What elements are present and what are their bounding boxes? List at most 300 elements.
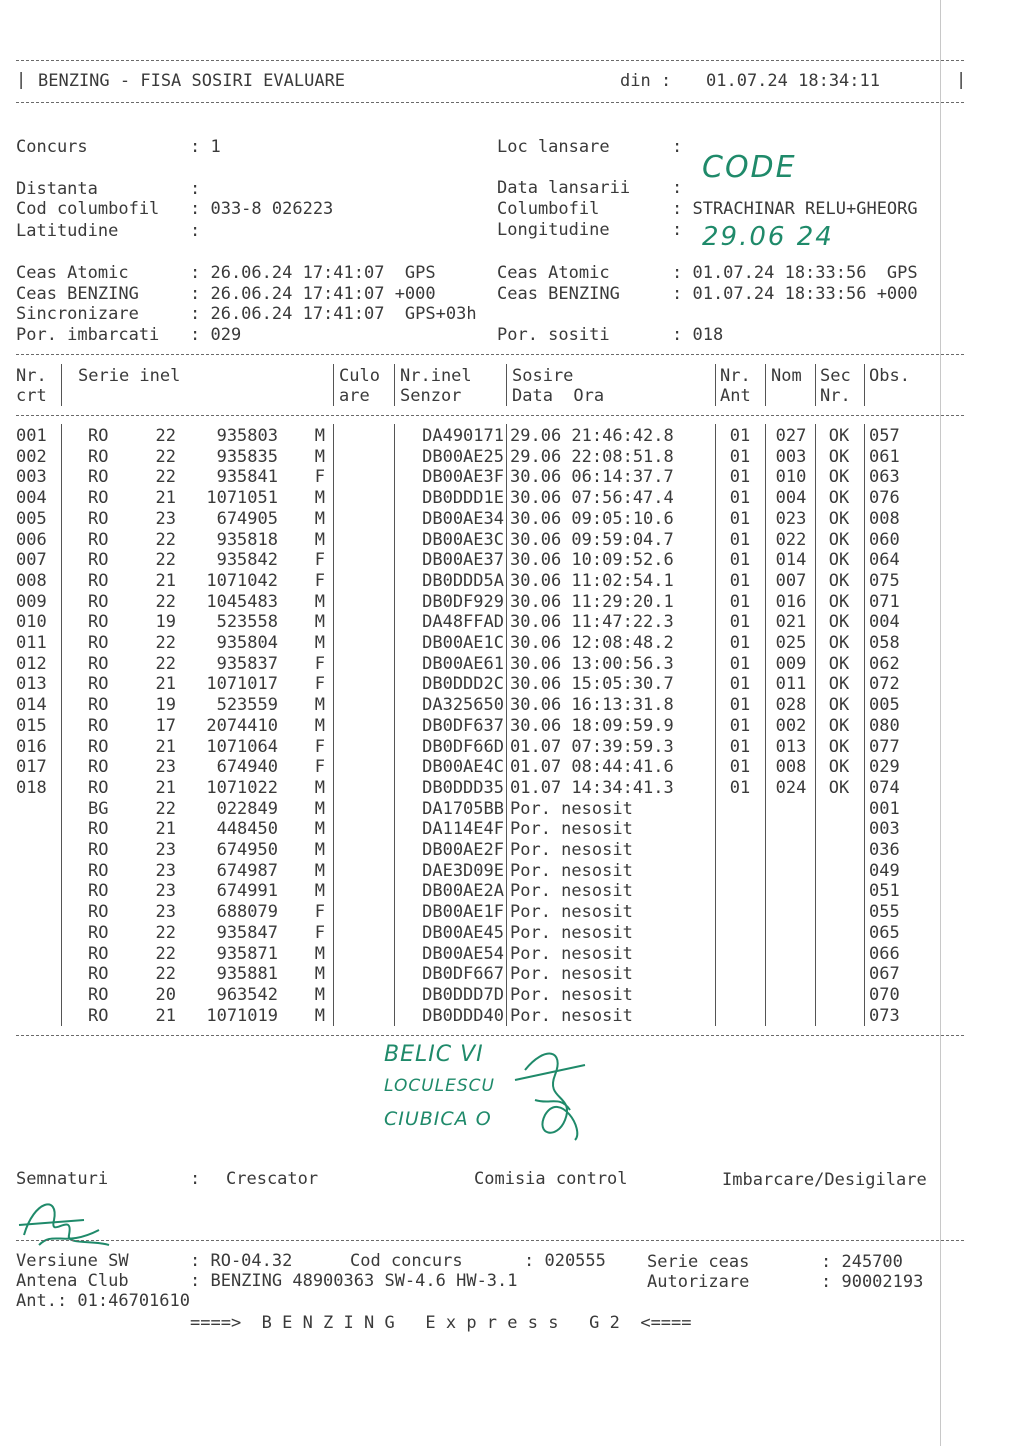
ring-year: 21 — [155, 570, 176, 591]
ring-year: 22 — [155, 529, 176, 550]
nom-number: 022 — [775, 529, 807, 550]
column-separator — [394, 424, 395, 1026]
latitudine-label: Latitudine — [16, 221, 119, 241]
divider — [16, 1035, 964, 1036]
col-header-obs: Obs. — [869, 366, 910, 386]
handwritten-loc: CODE — [702, 150, 797, 185]
handwritten-name: LOCULESCU — [384, 1076, 495, 1096]
arrival-time: 30.06 13:00:56.3 — [510, 653, 674, 674]
security-status: OK — [828, 653, 850, 674]
loc-lansare-value: : — [672, 137, 683, 157]
observation: 074 — [869, 777, 900, 798]
observation: 055 — [869, 902, 900, 923]
ring-number: 448450 — [216, 819, 278, 840]
brand-line: ====> B E N Z I N G E x p r e s s G 2 <==== — [190, 1313, 692, 1333]
arrival-time: Por. nesosit — [510, 1005, 633, 1026]
sensor-id: DB0DF929 — [422, 591, 504, 612]
ring-year: 23 — [155, 508, 176, 529]
ring-year: 23 — [155, 902, 176, 923]
ring-country: RO — [88, 943, 109, 964]
pigeon-sex: F — [314, 550, 325, 571]
ring-number: 935842 — [216, 550, 278, 571]
ring-year: 23 — [155, 757, 176, 778]
security-status: OK — [828, 736, 850, 757]
antenna-number: 01 — [729, 736, 751, 757]
ring-number: 523559 — [216, 695, 278, 716]
antena-label: Antena Club — [16, 1271, 129, 1291]
ring-country: RO — [88, 591, 109, 612]
observation: 070 — [869, 984, 900, 1005]
arrival-time: 29.06 21:46:42.8 — [510, 426, 674, 446]
ring-year: 23 — [155, 840, 176, 860]
nom-number: 004 — [775, 488, 807, 509]
clock-right-label: Ceas Atomic — [497, 263, 610, 283]
arrival-time: 01.07 08:44:41.6 — [510, 757, 674, 778]
row-number: 009 — [16, 591, 47, 612]
ring-number: 1071017 — [206, 674, 278, 695]
clock-left-label: Por. imbarcati — [16, 325, 160, 345]
sensor-id: DB0DF66D — [422, 736, 504, 757]
divider — [16, 415, 964, 416]
sensor-id: DB00AE25 — [422, 446, 504, 467]
clock-right-label: Por. sositi — [497, 325, 610, 345]
sensor-id: DB00AE3F — [422, 467, 504, 488]
arrival-time: 30.06 12:08:48.2 — [510, 633, 674, 653]
pigeon-sex: M — [314, 943, 325, 964]
observation: 049 — [869, 860, 900, 881]
ring-country: RO — [88, 715, 109, 736]
ring-year: 22 — [155, 426, 176, 446]
nom-number: 024 — [775, 777, 807, 798]
ring-country: RO — [88, 736, 109, 757]
security-status: OK — [828, 591, 850, 612]
nom-number: 011 — [775, 674, 807, 695]
security-status: OK — [828, 446, 850, 467]
ring-year: 21 — [155, 1005, 176, 1026]
column-separator — [61, 364, 62, 406]
antenna-number: 01 — [729, 467, 751, 488]
observation: 075 — [869, 570, 900, 591]
ring-country: RO — [88, 881, 109, 902]
ring-country: RO — [88, 964, 109, 985]
longitudine-label: Longitudine — [497, 220, 610, 240]
pigeon-sex: M — [314, 964, 325, 985]
pigeon-sex: M — [314, 1005, 325, 1026]
nom-number: 010 — [775, 467, 807, 488]
ring-number: 2074410 — [206, 715, 278, 736]
observation: 077 — [869, 736, 900, 757]
sensor-id: DB0DDD40 — [422, 1005, 504, 1026]
divider — [16, 354, 964, 355]
longitudine-value: : — [672, 220, 683, 240]
security-status: OK — [828, 488, 850, 509]
ring-year: 19 — [155, 695, 176, 716]
ring-country: RO — [88, 757, 109, 778]
observation: 065 — [869, 922, 900, 943]
sensor-id: DB00AE37 — [422, 550, 504, 571]
pigeon-sex: M — [314, 881, 325, 902]
column-separator — [715, 364, 716, 406]
clock-left-value: : 26.06.24 17:41:07 +000 — [190, 284, 436, 304]
ring-number: 674950 — [216, 840, 278, 860]
observation: 058 — [869, 633, 900, 653]
column-separator — [765, 364, 766, 406]
ring-year: 21 — [155, 674, 176, 695]
observation: 008 — [869, 508, 900, 529]
row-number: 012 — [16, 653, 47, 674]
nom-number: 025 — [775, 633, 807, 653]
pigeon-sex: M — [314, 529, 325, 550]
ring-country: RO — [88, 984, 109, 1005]
nom-number: 008 — [775, 757, 807, 778]
pigeon-sex: M — [314, 426, 325, 446]
observation: 071 — [869, 591, 900, 612]
ring-number: 935837 — [216, 653, 278, 674]
observation: 067 — [869, 964, 900, 985]
ring-country: RO — [88, 653, 109, 674]
data-lansarii-value: : — [672, 178, 683, 198]
nom-number: 027 — [775, 426, 807, 446]
sensor-id: DB0DDD5A — [422, 570, 504, 591]
handwritten-name: CIUBICA O — [384, 1108, 492, 1130]
column-separator — [506, 364, 507, 406]
distanta-label: Distanta — [16, 179, 98, 199]
ring-country: RO — [88, 819, 109, 840]
ring-year: 22 — [155, 943, 176, 964]
ring-number: 688079 — [216, 902, 278, 923]
ring-number: 935847 — [216, 922, 278, 943]
column-separator — [815, 364, 816, 406]
col-header-ant: Nr. — [720, 366, 751, 386]
versiune-label: Versiune SW — [16, 1251, 129, 1271]
sensor-id: DA1705BB — [422, 798, 504, 819]
row-number: 004 — [16, 488, 47, 509]
arrival-time: 30.06 09:05:10.6 — [510, 508, 674, 529]
ring-country: RO — [88, 840, 109, 860]
security-status: OK — [828, 550, 850, 571]
column-separator — [394, 364, 395, 406]
antenna-number: 01 — [729, 695, 751, 716]
pigeon-sex: M — [314, 777, 325, 798]
arrival-time: 01.07 07:39:59.3 — [510, 736, 674, 757]
col-header-nr: crt — [16, 386, 47, 406]
versiune-value: : RO-04.32 — [190, 1251, 293, 1271]
column-separator — [333, 364, 334, 406]
clock-left-label: Sincronizare — [16, 304, 139, 324]
antenna-number: 01 — [729, 570, 751, 591]
clock-right-value: : 01.07.24 18:33:56 GPS — [672, 263, 918, 283]
observation: 057 — [869, 426, 900, 446]
antenna-number: 01 — [729, 508, 751, 529]
pigeon-sex: M — [314, 798, 325, 819]
security-status: OK — [828, 508, 850, 529]
row-number: 008 — [16, 570, 47, 591]
sensor-id: DA48FFAD — [422, 612, 504, 633]
ring-year: 22 — [155, 964, 176, 985]
ring-country: BG — [88, 798, 109, 819]
pigeon-sex: F — [314, 653, 325, 674]
latitudine-value: : — [190, 221, 201, 241]
sensor-id: DB00AE34 — [422, 508, 504, 529]
report-title: BENZING - FISA SOSIRI EVALUARE — [38, 71, 346, 91]
column-separator — [864, 364, 865, 406]
nom-number: 016 — [775, 591, 807, 612]
pigeon-sex: M — [314, 715, 325, 736]
antenna-number: 01 — [729, 488, 751, 509]
col-header-culoare: are — [339, 386, 370, 406]
ring-number: 674940 — [216, 757, 278, 778]
column-separator — [333, 424, 334, 1026]
ring-country: RO — [88, 860, 109, 881]
observation: 004 — [869, 612, 900, 633]
columbofil-label: Columbofil — [497, 199, 600, 219]
pigeon-sex: M — [314, 508, 325, 529]
signature-comisia — [505, 1040, 595, 1150]
signature-crescator-label: Crescator — [226, 1169, 319, 1189]
clock-left-value: : 26.06.24 17:41:07 GPS — [190, 263, 436, 283]
nom-number: 023 — [775, 508, 807, 529]
sensor-id: DB0DDD1E — [422, 488, 504, 509]
column-separator — [506, 424, 507, 1026]
arrival-time: 30.06 10:09:52.6 — [510, 550, 674, 571]
pigeon-sex: F — [314, 922, 325, 943]
ring-number: 1045483 — [206, 591, 278, 612]
ring-country: RO — [88, 446, 109, 467]
arrival-time: 30.06 09:59:04.7 — [510, 529, 674, 550]
paper-edge — [940, 0, 941, 1446]
col-header-sosire: Sosire — [512, 366, 574, 386]
ring-number: 935835 — [216, 446, 278, 467]
arrival-time: Por. nesosit — [510, 881, 633, 902]
antenna-number: 01 — [729, 653, 751, 674]
col-header-sec: Nr. — [820, 386, 851, 406]
ring-country: RO — [88, 508, 109, 529]
observation: 061 — [869, 446, 900, 467]
row-number: 016 — [16, 736, 47, 757]
ring-number: 1071064 — [206, 736, 278, 757]
column-separator — [765, 424, 766, 1026]
antenna-number: 01 — [729, 426, 751, 446]
col-header-nr: Nr. — [16, 366, 47, 386]
ring-number: 935804 — [216, 633, 278, 653]
sensor-id: DA114E4F — [422, 819, 504, 840]
observation: 076 — [869, 488, 900, 509]
ring-country: RO — [88, 426, 109, 446]
sensor-id: DB0DDD7D — [422, 984, 504, 1005]
sensor-id: DB00AE61 — [422, 653, 504, 674]
sensor-id: DB00AE4C — [422, 757, 504, 778]
observation: 072 — [869, 674, 900, 695]
ring-number: 1071022 — [206, 777, 278, 798]
pigeon-sex: M — [314, 840, 325, 860]
ant-line: Ant.: 01:46701610 — [16, 1291, 190, 1311]
row-number: 011 — [16, 633, 47, 653]
pigeon-sex: F — [314, 570, 325, 591]
ring-year: 20 — [155, 984, 176, 1005]
observation: 003 — [869, 819, 900, 840]
arrival-time: 29.06 22:08:51.8 — [510, 446, 674, 467]
pigeon-sex: F — [314, 736, 325, 757]
observation: 036 — [869, 840, 900, 860]
pigeon-sex: F — [314, 902, 325, 923]
observation: 005 — [869, 695, 900, 716]
ring-country: RO — [88, 922, 109, 943]
col-header-serie: Serie inel — [78, 366, 181, 386]
arrival-time: Por. nesosit — [510, 943, 633, 964]
divider — [16, 60, 964, 61]
ring-number: 1071042 — [206, 570, 278, 591]
nom-number: 021 — [775, 612, 807, 633]
ring-number: 935871 — [216, 943, 278, 964]
nom-number: 013 — [775, 736, 807, 757]
handwritten-date: 29.06 24 — [702, 222, 834, 252]
arrival-time: Por. nesosit — [510, 819, 633, 840]
antenna-number: 01 — [729, 633, 751, 653]
security-status: OK — [828, 777, 850, 798]
row-number: 005 — [16, 508, 47, 529]
observation: 063 — [869, 467, 900, 488]
cod-columbofil-label: Cod columbofil — [16, 199, 160, 219]
antenna-number: 01 — [729, 757, 751, 778]
distanta-value: : — [190, 179, 201, 199]
ring-number: 1071019 — [206, 1005, 278, 1026]
ring-country: RO — [88, 612, 109, 633]
arrival-time: 30.06 11:02:54.1 — [510, 570, 674, 591]
ring-year: 21 — [155, 819, 176, 840]
observation: 001 — [869, 798, 900, 819]
ring-country: RO — [88, 570, 109, 591]
ring-year: 22 — [155, 653, 176, 674]
row-number: 001 — [16, 426, 47, 446]
ring-country: RO — [88, 529, 109, 550]
observation: 051 — [869, 881, 900, 902]
observation: 066 — [869, 943, 900, 964]
row-number: 006 — [16, 529, 47, 550]
pigeon-sex: F — [314, 467, 325, 488]
clock-left-value: : 029 — [190, 325, 242, 345]
antenna-number: 01 — [729, 674, 751, 695]
col-header-senzor: Senzor — [400, 386, 462, 406]
sensor-id: DAE3D09E — [422, 860, 504, 881]
observation: 073 — [869, 1005, 900, 1026]
clock-right-value: : 018 — [672, 325, 724, 345]
row-number: 010 — [16, 612, 47, 633]
antenna-number: 01 — [729, 777, 751, 798]
ring-year: 21 — [155, 777, 176, 798]
ring-year: 21 — [155, 736, 176, 757]
observation: 064 — [869, 550, 900, 571]
row-number: 007 — [16, 550, 47, 571]
ring-year: 23 — [155, 881, 176, 902]
col-header-nom: Nom — [771, 366, 802, 386]
sensor-id: DB0DF667 — [422, 964, 504, 985]
arrival-time: Por. nesosit — [510, 798, 633, 819]
ring-country: RO — [88, 674, 109, 695]
arrival-time: 30.06 18:09:59.9 — [510, 715, 674, 736]
sensor-id: DB0DDD2C — [422, 674, 504, 695]
col-header-senzor: Nr.inel — [400, 366, 472, 386]
ring-number: 935818 — [216, 529, 278, 550]
header-bar-right: | — [956, 70, 967, 90]
observation: 060 — [869, 529, 900, 550]
nom-number: 007 — [775, 570, 807, 591]
nom-number: 002 — [775, 715, 807, 736]
sensor-id: DB00AE3C — [422, 529, 504, 550]
security-status: OK — [828, 467, 850, 488]
security-status: OK — [828, 570, 850, 591]
security-status: OK — [828, 612, 850, 633]
antenna-number: 01 — [729, 612, 751, 633]
sensor-id: DA490171 — [422, 426, 504, 446]
handwritten-name: BELIC VI — [384, 1042, 484, 1067]
row-number: 003 — [16, 467, 47, 488]
ring-year: 22 — [155, 467, 176, 488]
pigeon-sex: F — [314, 757, 325, 778]
ring-year: 22 — [155, 446, 176, 467]
signatures-label: Semnaturi — [16, 1169, 109, 1189]
clock-left-label: Ceas Atomic — [16, 263, 129, 283]
report-date: 01.07.24 18:34:11 — [706, 71, 880, 91]
security-status: OK — [828, 426, 850, 446]
ring-year: 22 — [155, 633, 176, 653]
row-number: 015 — [16, 715, 47, 736]
header-bar-left: | — [16, 70, 27, 90]
ring-number: 674987 — [216, 860, 278, 881]
antenna-number: 01 — [729, 591, 751, 612]
antenna-number: 01 — [729, 715, 751, 736]
antena-value: : BENZING 48900363 SW-4.6 HW-3.1 — [190, 1271, 518, 1291]
ring-year: 22 — [155, 591, 176, 612]
ring-country: RO — [88, 550, 109, 571]
serie-ceas-value: : 245700 — [821, 1252, 903, 1272]
ring-country: RO — [88, 695, 109, 716]
pigeon-sex: M — [314, 633, 325, 653]
autorizare-value: : 90002193 — [821, 1272, 924, 1292]
report-date-label: din : — [620, 71, 672, 91]
arrival-time: Por. nesosit — [510, 922, 633, 943]
sensor-id: DB00AE54 — [422, 943, 504, 964]
observation: 029 — [869, 757, 900, 778]
security-status: OK — [828, 633, 850, 653]
nom-number: 009 — [775, 653, 807, 674]
ring-country: RO — [88, 902, 109, 923]
ring-country: RO — [88, 488, 109, 509]
pigeon-sex: F — [314, 674, 325, 695]
ring-year: 22 — [155, 798, 176, 819]
pigeon-sex: M — [314, 591, 325, 612]
concurs-value: : 1 — [190, 137, 221, 157]
arrival-time: 30.06 06:14:37.7 — [510, 467, 674, 488]
arrival-time: Por. nesosit — [510, 964, 633, 985]
signature-crescator — [14, 1190, 114, 1250]
pigeon-sex: M — [314, 612, 325, 633]
col-header-sosire: Data Ora — [512, 386, 605, 406]
ring-country: RO — [88, 633, 109, 653]
pigeon-sex: M — [314, 446, 325, 467]
ring-country: RO — [88, 1005, 109, 1026]
sensor-id: DB00AE2F — [422, 840, 504, 860]
arrival-time: 30.06 11:47:22.3 — [510, 612, 674, 633]
row-number: 017 — [16, 757, 47, 778]
column-separator — [61, 424, 62, 1026]
clock-left-value: : 26.06.24 17:41:07 GPS+03h — [190, 304, 477, 324]
data-lansarii-label: Data lansarii — [497, 178, 631, 198]
column-separator — [864, 424, 865, 1026]
signatures-colon: : — [190, 1169, 201, 1189]
security-status: OK — [828, 529, 850, 550]
ring-number: 674991 — [216, 881, 278, 902]
signature-imbarcare-label: Imbarcare/Desigilare — [722, 1170, 927, 1190]
